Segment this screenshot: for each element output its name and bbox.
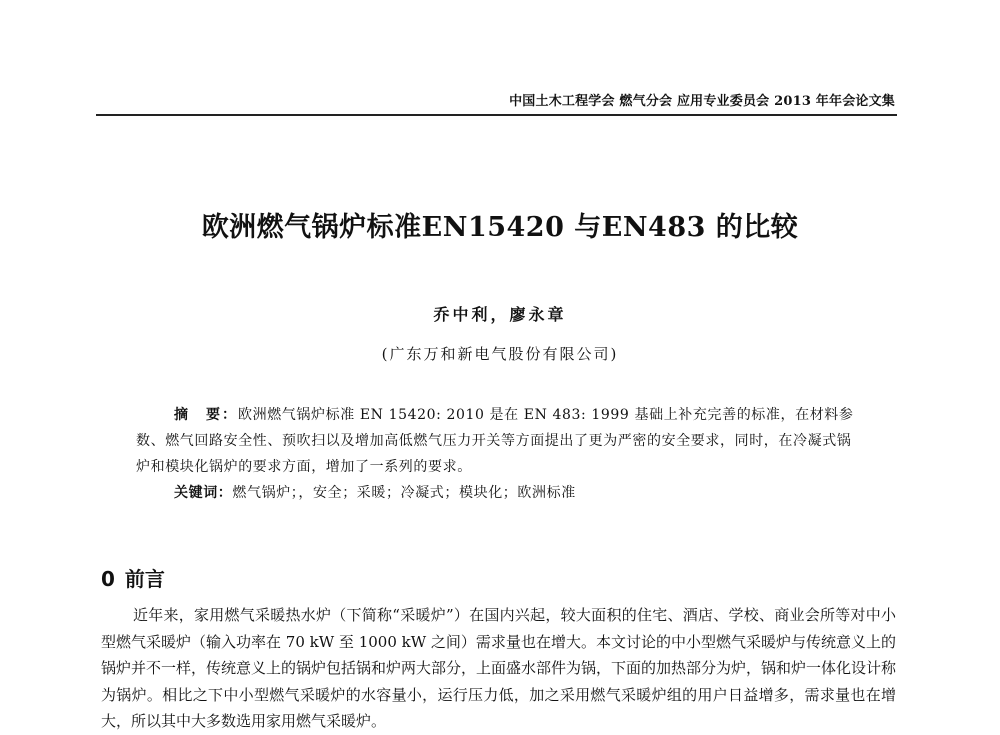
paper-affiliation: (广东万和新电气股份有限公司) <box>381 345 619 363</box>
running-header <box>96 88 897 116</box>
abstract-text: 欧洲燃气锅炉标准 EN 15420: 2010 是在 EN 483: 1999 基础上补充完善的标准，在材料参数、燃气回路安全性、预吹扫以及增加高低燃气压力开关等方面提出了更为严密的安全要求，同时，在冷凝式锅炉和模块化锅炉的要求方面，增加了一系列的要求。 <box>136 407 854 475</box>
paper-title: 欧洲燃气锅炉标准EN15420 与EN483 的比较 <box>201 212 799 243</box>
keywords-text: 燃气锅炉；，安全；采暖；冷凝式；模块化；欧洲标准 <box>232 485 576 501</box>
section-title: 前言 <box>124 567 165 591</box>
section-heading <box>101 563 165 592</box>
section-number: 0 <box>101 567 115 591</box>
body-text <box>101 602 896 735</box>
running-header-title: 中国土木工程学会 燃气分会 应用专业委员会 2013 年年会论文集 <box>509 94 895 109</box>
keywords-label: 关键词： <box>174 485 233 501</box>
abstract-block <box>136 402 860 480</box>
body-paragraph: 近年来，家用燃气采暖热水炉（下简称“采暖炉”）在国内兴起，较大面积的住宅、酒店、学校、商业会所等对中小型燃气采暖炉（输入功率在 70 kW 至 1000 kW 之间）需求量也在增大。本文讨论的中小型燃气采暖炉与传统意义上的锅炉并不一样，传统意义上的锅炉包括锅和炉两大部分，上面盛水部件为锅，下面的加热部分为炉，锅和炉一体化设计称为锅炉。相比之下中小型燃气采暖炉的水容量小，运行压力低，加之采用燃气采暖炉组的用户日益增多，需求量也在增大，所以其中大多数选用家用燃气采暖炉。 <box>101 606 897 731</box>
paper-authors: 乔中利，廖永章 <box>433 305 567 324</box>
keywords-block <box>174 480 576 506</box>
abstract-label: 摘 要： <box>174 407 238 423</box>
